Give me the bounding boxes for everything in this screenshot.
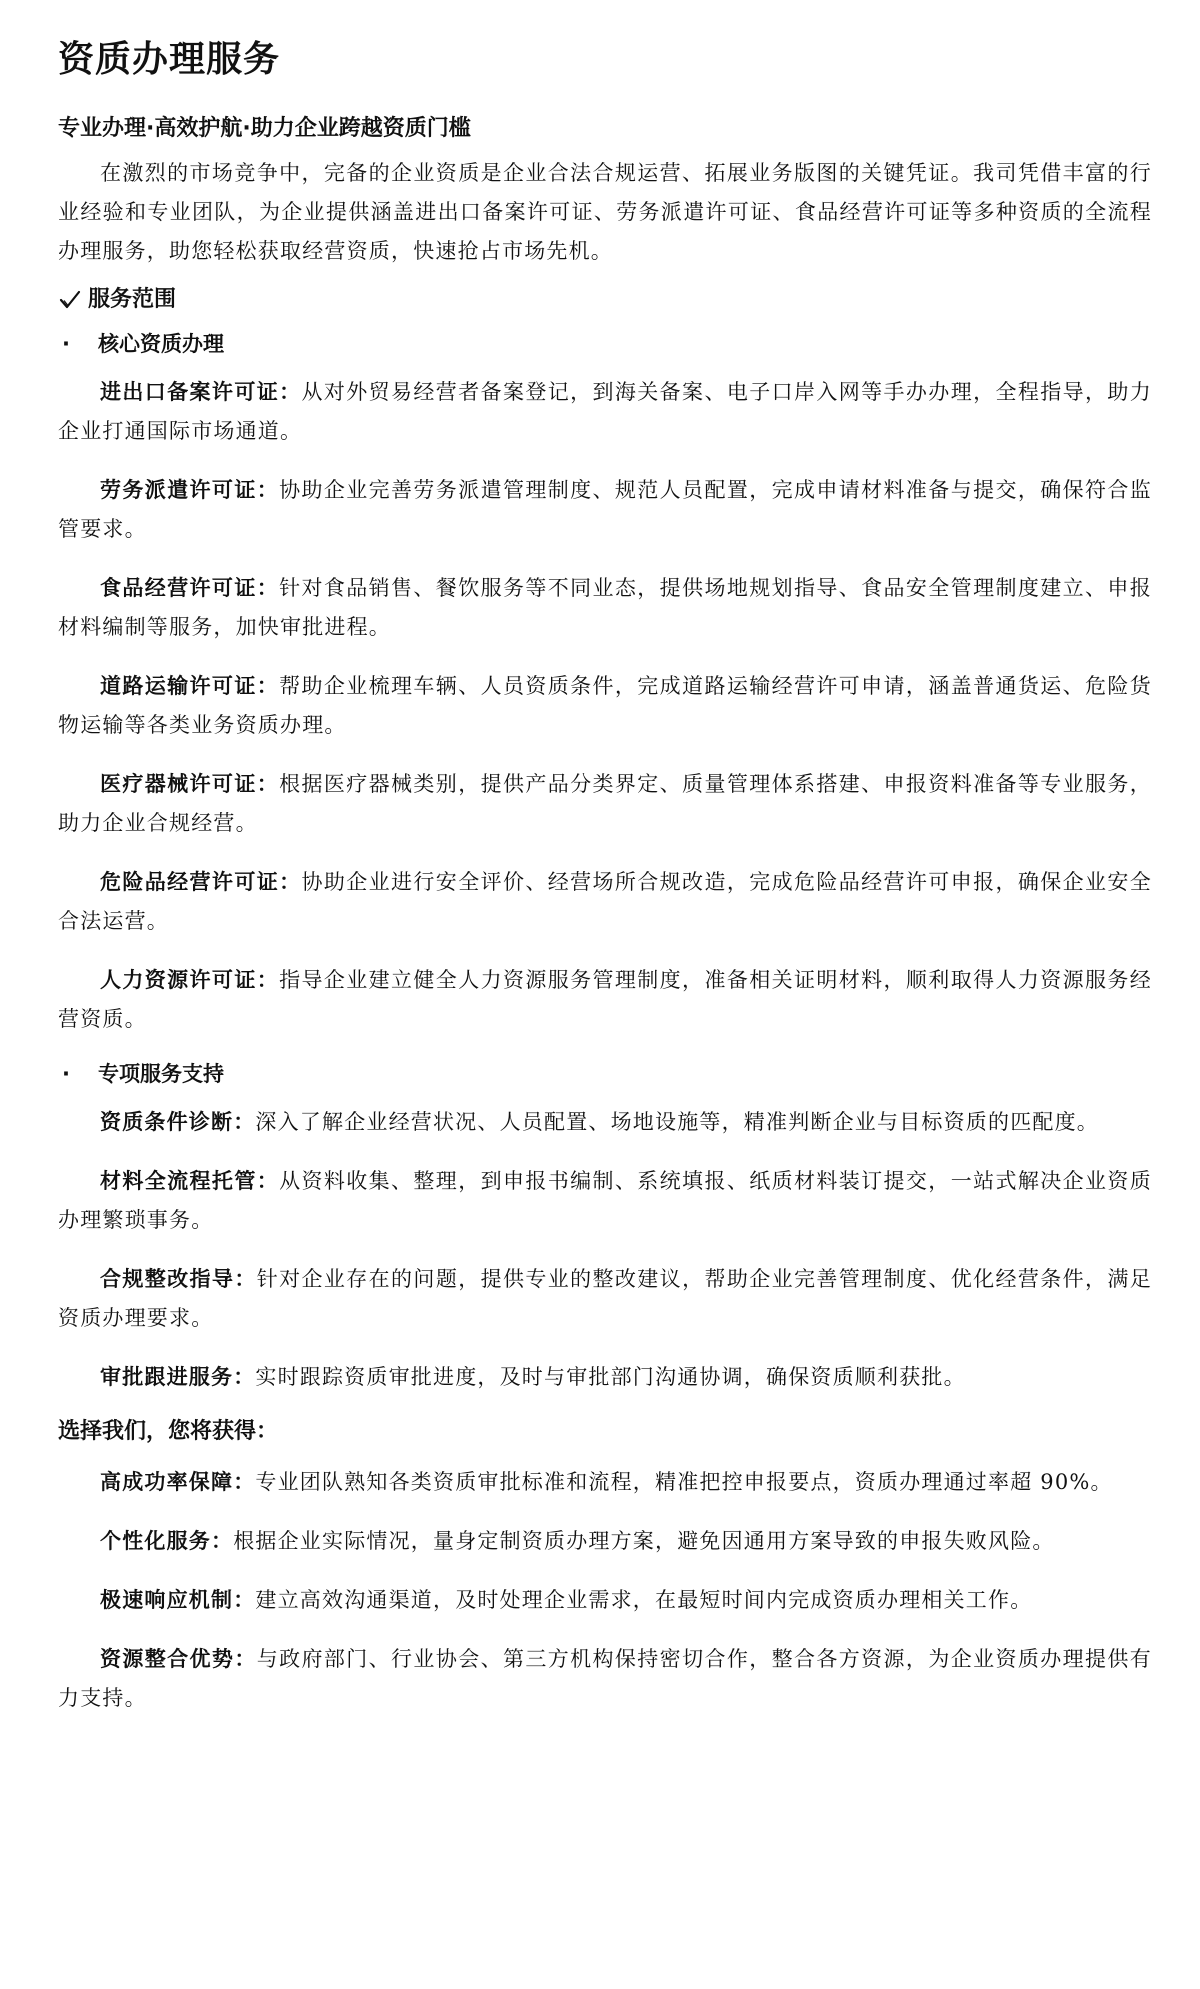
special-items (58, 1103, 1152, 1397)
list-item (58, 1640, 1152, 1718)
item-label: 劳务派遣许可证： (100, 478, 280, 502)
core-items (58, 373, 1152, 1039)
list-item (58, 1103, 1152, 1142)
item-text: 实时跟踪资质审批进度，及时与审批部门沟通协调，确保资质顺利获批。 (255, 1365, 966, 1389)
check-icon (58, 288, 82, 312)
list-item (58, 765, 1152, 843)
item-text: 针对食品销售、餐饮服务等不同业态，提供场地规划指导、食品安全管理制度建立、申报材料编制等服务，加快审批进程。 (58, 576, 1152, 639)
item-label: 食品经营许可证： (100, 576, 280, 600)
list-item (58, 1522, 1152, 1561)
item-label: 材料全流程托管： (100, 1169, 280, 1193)
list-item (58, 471, 1152, 549)
page-title: 资质办理服务 (58, 39, 281, 80)
list-item (58, 667, 1152, 745)
list-item (58, 373, 1152, 451)
item-text: 从对外贸易经营者备案登记，到海关备案、电子口岸入网等手办办理，全程指导，助力企业打通国际市场通道。 (58, 380, 1152, 443)
list-item (58, 569, 1152, 647)
item-label: 极速响应机制： (100, 1588, 256, 1612)
item-text: 帮助企业梳理车辆、人员资质条件，完成道路运输经营许可申请，涵盖普通货运、危险货物运输等各类业务资质办理。 (58, 674, 1152, 737)
item-text: 针对企业存在的问题，提供专业的整改建议，帮助企业完善管理制度、优化经营条件，满足资质办理要求。 (58, 1267, 1153, 1330)
item-label: 危险品经营许可证： (100, 870, 302, 894)
item-text: 深入了解企业经营状况、人员配置、场地设施等，精准判断企业与目标资质的匹配度。 (255, 1110, 1100, 1134)
list-item (58, 1162, 1152, 1240)
benefits-heading: 选择我们，您将获得： (58, 1419, 279, 1444)
core-heading (62, 329, 1152, 359)
item-label: 高成功率保障： (100, 1470, 256, 1494)
intro-paragraph: 在激烈的市场竞争中，完备的企业资质是企业合法合规运营、拓展业务版图的关键凭证。我司凭借丰富的行业经验和专业团队，为企业提供涵盖进出口备案许可证、劳务派遣许可证、食品经营许可证等多种资质的全流程办理服务，助您轻松获取经营资质，快速抢占市场先机。 (58, 161, 1152, 263)
scope-heading-text: 服务范围 (88, 287, 177, 312)
list-item (58, 1260, 1152, 1338)
item-text: 从资料收集、整理，到申报书编制、系统填报、纸质材料装订提交，一站式解决企业资质办理繁琐事务。 (58, 1169, 1152, 1232)
item-text: 协助企业完善劳务派遣管理制度、规范人员配置，完成申请材料准备与提交，确保符合监管要求。 (58, 478, 1152, 541)
core-heading-text: 核心资质办理 (98, 332, 224, 356)
item-text: 协助企业进行安全评价、经营场所合规改造，完成危险品经营许可申报，确保企业安全合法运营。 (58, 870, 1152, 933)
item-text: 指导企业建立健全人力资源服务管理制度，准备相关证明材料，顺利取得人力资源服务经营资质。 (58, 968, 1152, 1031)
item-text: 与政府部门、行业协会、第三方机构保持密切合作，整合各方资源，为企业资质办理提供有力支持。 (58, 1647, 1153, 1710)
item-text: 根据企业实际情况，量身定制资质办理方案，避免因通用方案导致的申报失败风险。 (233, 1529, 1055, 1553)
item-label: 合规整改指导： (100, 1267, 257, 1291)
benefits-items (58, 1463, 1152, 1718)
item-label: 审批跟进服务： (100, 1365, 256, 1389)
item-text: 根据医疗器械类别，提供产品分类界定、质量管理体系搭建、申报资料准备等专业服务，助力企业合规经营。 (58, 772, 1152, 835)
list-item (58, 1358, 1152, 1397)
list-item (58, 961, 1152, 1039)
item-text: 建立高效沟通渠道，及时处理企业需求，在最短时间内完成资质办理相关工作。 (255, 1588, 1033, 1612)
list-item (58, 863, 1152, 941)
special-heading-text: 专项服务支持 (98, 1062, 224, 1086)
item-label: 道路运输许可证： (100, 674, 280, 698)
bullet-dot: · (62, 332, 70, 356)
list-item (58, 1463, 1152, 1502)
item-label: 医疗器械许可证： (100, 772, 280, 796)
item-label: 人力资源许可证： (100, 968, 280, 992)
scope-heading (58, 285, 1152, 315)
page-subtitle: 专业办理·高效护航·助力企业跨越资质门槛 (58, 116, 471, 141)
item-label: 个性化服务： (100, 1529, 234, 1553)
item-label: 进出口备案许可证： (100, 380, 302, 404)
bullet-dot: · (62, 1062, 70, 1086)
item-label: 资质条件诊断： (100, 1110, 256, 1134)
item-label: 资源整合优势： (100, 1647, 257, 1671)
item-text: 专业团队熟知各类资质审批标准和流程，精准把控申报要点，资质办理通过率超 90%。 (255, 1470, 1113, 1494)
list-item (58, 1581, 1152, 1620)
special-heading (62, 1059, 1152, 1089)
